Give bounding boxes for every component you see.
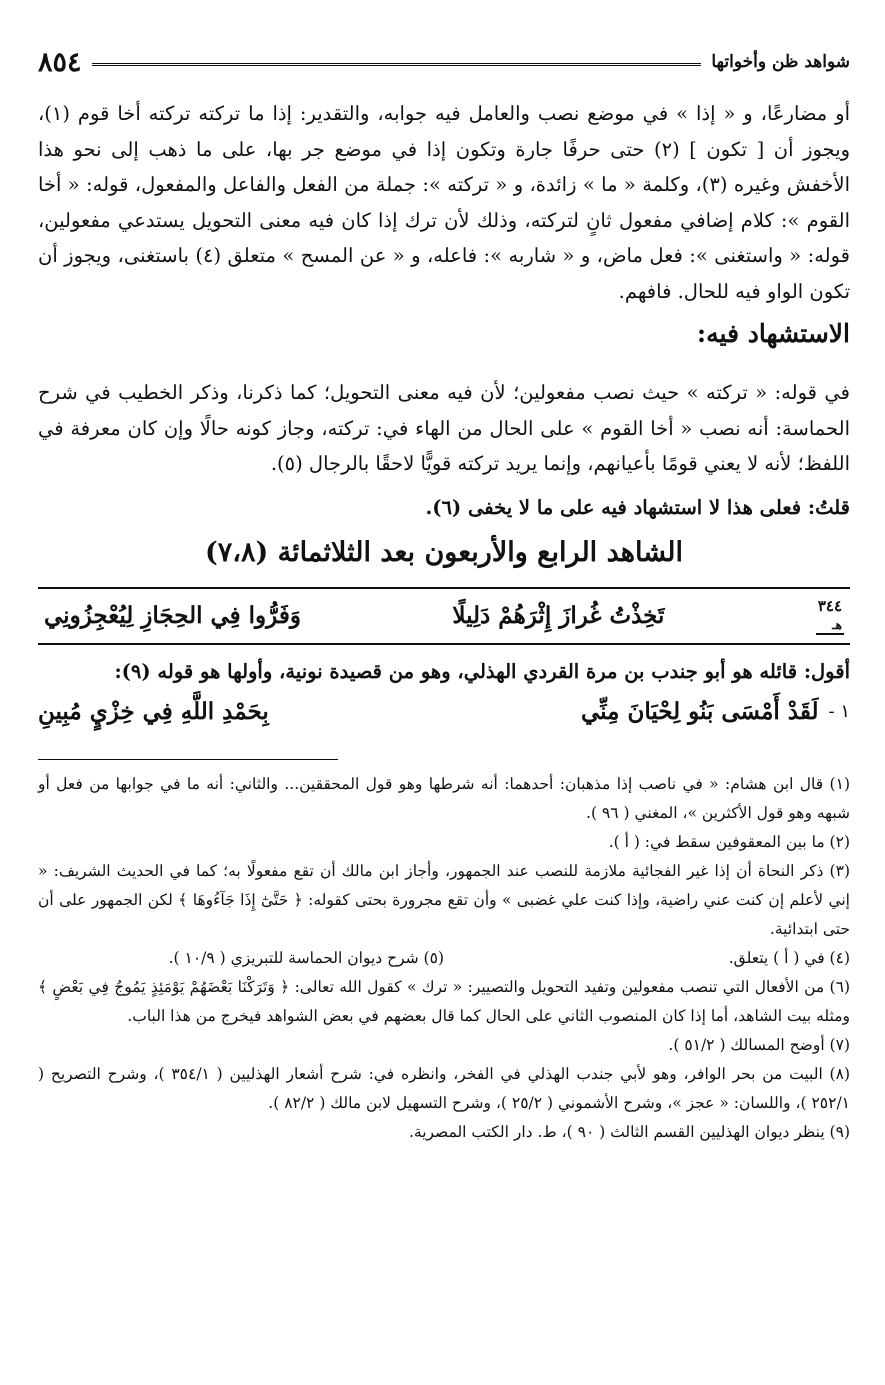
running-title: شواهد ظن وأخواتها	[711, 52, 850, 72]
footnote-7: (٧) أوضح المسالك ( ٥١/٢ ).	[668, 1035, 850, 1054]
running-header	[38, 40, 850, 84]
footnote-2: (٢) ما بين المعقوفين سقط في: ( أ ).	[608, 832, 850, 851]
footnote-9: (٩) ينظر ديوان الهذليين القسم الثالث ( ٩٠ )، ط. دار الكتب المصرية.	[408, 1122, 850, 1141]
footnote-4: (٤) في ( أ ) يتعلق.	[728, 948, 850, 967]
page-number: ٨٥٤	[38, 46, 82, 78]
poem-first-hemistich: لَقَدْ أَمْسَى بَنُو لِحْيَانَ مِنِّي	[581, 698, 819, 725]
witness-title: الشاهد الرابع والأربعون بعد الثلاثمائة (٧،٨)	[204, 536, 684, 568]
header-rule	[92, 63, 702, 66]
verse-box	[38, 587, 850, 645]
paragraph-grammar-analysis: أو مضارعًا، و « إذا » في موضع نصب والعامل فيه جوابه، والتقدير: إذا ما تركته تركته أخا قوم (١)، ويجوز أن [ تكون ] (٢) حتى حرفًا جارة وتكون إذا في موضع جر بها، على ما ذهب إلى نحو هذا الأخفش وغيره (٣)، وكلمة « ما » زائدة، و « تركته »: جملة من الفعل والفاعل والمفعول، قوله: « أخا القوم »: كلام إضافي مفعول ثانٍ لتركته، وذلك لأن ترك إذا كان فيه معنى التحويل يستدعي مفعولين، قوله: « واستغنى »: فعل ماض، و « شاربه »: فاعله، و « عن المسح » متعلق (٤) باستغنى، ويجوز أن تكون الواو فيه للحال. فافهم.	[38, 102, 851, 303]
footnote-separator	[38, 759, 338, 760]
book-page	[38, 40, 850, 1147]
poem-second-hemistich: بِحَمْدِ اللَّهِ فِي خِزْيٍ مُبِينِ	[37, 698, 269, 725]
verse-second-hemistich: وَفَرُّوا فِي الحِجَازِ لِيُعْجِزُونِي	[44, 602, 301, 629]
footnote-8: (٨) البيت من بحر الوافر، وهو لأبي جندب الهذلي في الفخر، وانظره في: شرح أشعار الهذليين ( ٣٥٤/١ )، وشرح التصريح ( ٢٥٢/١ )، واللسان: « عجز »، وشرح الأشموني ( ٢٥/٢ )، وشرح التسهيل لابن مالك ( ٨٢/٢ ).	[38, 1064, 850, 1112]
attribution-paragraph: أقول: قائله هو أبو جندب بن مرة القردي الهذلي، وهو من قصيدة نونية، وأولها هو قوله (٩):	[114, 659, 850, 683]
poem-line-1	[38, 691, 850, 733]
footnote-1: (١) قال ابن هشام: « في ناصب إذا مذهبان: أحدهما: أنه شرطها وهو قول المحققين... والثاني: أنه ما في جوابها من فعل أو شبهه وهو قول الأكثرين »، المغني ( ٩٦ ).	[38, 774, 850, 822]
footnote-pair-4-5	[38, 944, 850, 973]
footnotes	[38, 770, 850, 1147]
footnote-5: (٥) شرح ديوان الحماسة للتبريزي ( ١٠/٩ ).	[168, 948, 444, 967]
verse-number: ٣٤٤ هـ	[816, 597, 844, 635]
footnote-3: (٣) ذكر النحاة أن إذا غير الفجائية ملازمة للنصب عند الجمهور، وأجاز ابن مالك أن تقع مفعولًا به؛ كما في الحديث الشريف: « إني لأعلم إن كنت عني راضية، وإذا كنت علي غضبى » وأن تقع مجرورة بحتى كقوله: ﴿ حَتَّىٰٓ إِذَا جَآءُوهَا ﴾ لكن الجمهور على أن حتى ابتدائية.	[38, 861, 850, 938]
paragraph-citation: في قوله: « تركته » حيث نصب مفعولين؛ لأن فيه معنى التحويل؛ كما ذكرنا، وذكر الخطيب في شرح الحماسة: أنه نصب « أخا القوم » على الحال من الهاء في: تركته، وجاز كونه حالًا وإن كان معرفة في اللفظ؛ لأنه لا يعني قومًا بأعيانهم، وإنما يريد تركته قويًّا لاحقًا بالرجال (٥).	[38, 381, 850, 475]
section-heading: الاستشهاد فيه:	[696, 319, 850, 348]
verse-first-hemistich: تَخِذْتُ غُرازَ إِثْرَهُمْ دَلِيلًا	[452, 602, 665, 629]
poem-line-number: ١ -	[828, 701, 850, 722]
footnote-6: (٦) من الأفعال التي تنصب مفعولين وتفيد التحويل والتصيير: « ترك » كقول الله تعالى: ﴿ وَتَرَكْنَا بَعْضَهُمْ يَوْمَئِذٍ يَمُوجُ فِي بَعْضٍ ﴾ ومثله بيت الشاهد، أما إذا كان المنصوب الثاني على الحال كما قال بعضهم في بعض الشواهد فيخرج من هذا الباب.	[38, 977, 850, 1025]
qult-remark: قلتُ: فعلى هذا لا استشهاد فيه على ما لا يخفى (٦).	[425, 495, 850, 519]
